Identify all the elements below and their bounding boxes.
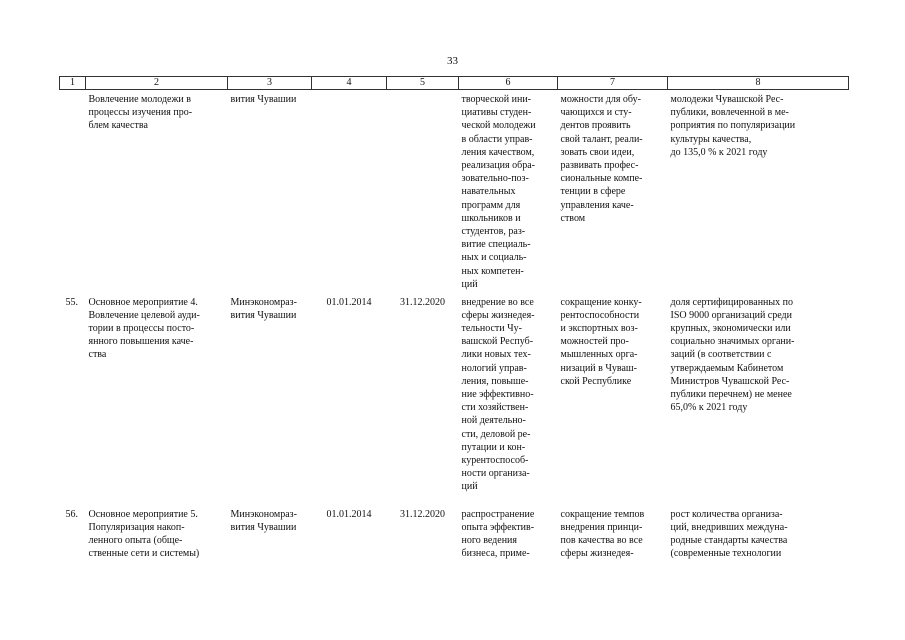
cell-text-line: ISO 9000 организаций среди xyxy=(670,309,792,321)
row-number-cell: 56. xyxy=(65,508,78,520)
indicator-cell xyxy=(668,293,849,505)
cell-text-line: ности организа- xyxy=(461,468,530,480)
cell-text-line: курентоспособ- xyxy=(461,454,529,466)
cell-text-line: сферы жизнедея- xyxy=(560,548,634,560)
cell-text-line: ческой молодежи xyxy=(461,120,536,132)
cell-text-line: Популяризация накоп- xyxy=(88,521,185,533)
cell-text-line: пов качества во все xyxy=(560,534,643,546)
cell-text-line: навательных xyxy=(461,186,516,198)
cell-text-line: ций xyxy=(461,481,478,493)
cell-text-line: сферы жизнедея- xyxy=(461,309,535,321)
cell-text-line: лики новых тех- xyxy=(461,349,531,361)
column-header: 7 xyxy=(558,77,668,90)
cell-text-line: низаций в Чуваш- xyxy=(560,362,637,374)
consequences-cell xyxy=(558,90,668,293)
cell-text-line: и экспортных воз- xyxy=(560,322,638,334)
cell-text-line: сокращение темпов xyxy=(560,508,645,520)
executor-cell xyxy=(228,505,312,585)
cell-text-line: ской Республике xyxy=(560,375,632,387)
cell-text-line: ной деятельно- xyxy=(461,415,526,427)
cell-text-line: дентов проявить xyxy=(560,120,631,132)
cell-text-line: школьников и xyxy=(461,212,521,224)
cell-text-line: ных и социаль- xyxy=(461,252,527,264)
column-header: 8 xyxy=(668,77,849,90)
start-date-cell: 01.01.2014 xyxy=(326,296,372,308)
cell-text-line: циативы студен- xyxy=(461,107,532,119)
column-header: 1 xyxy=(60,77,86,90)
cell-text-line: опыта эффектив- xyxy=(461,521,535,533)
cell-text-line: Минэкономраз- xyxy=(230,508,297,520)
expected-result-cell xyxy=(459,293,558,505)
cell-text-line: зовать свои идеи, xyxy=(560,146,635,158)
column-header: 6 xyxy=(459,77,558,90)
cell-text-line: чающихся и сту- xyxy=(560,107,632,119)
measure-name-cell xyxy=(86,293,228,505)
cell-text-line: вития Чувашии xyxy=(230,521,297,533)
cell-text-line: сти, деловой ре- xyxy=(461,428,531,440)
cell-text-line: доля сертифицированных по xyxy=(670,296,793,308)
cell-text-line: роприятия по популяризации xyxy=(670,120,796,132)
cell-text-line: свой талант, реали- xyxy=(560,133,643,145)
cell-text-line: до 135,0 % к 2021 году xyxy=(670,146,768,158)
column-header: 5 xyxy=(387,77,459,90)
measure-name-cell xyxy=(86,505,228,585)
cell-text-line: тории в процессы посто- xyxy=(88,322,195,334)
cell-text-line: сиональные компе- xyxy=(560,173,643,185)
executor-cell xyxy=(228,293,312,505)
cell-text-line: заций (в соответствии с xyxy=(670,349,772,361)
cell-text-line: тенции в сфере xyxy=(560,186,626,198)
cell-text-line: ством xyxy=(560,212,586,224)
table-row xyxy=(60,90,849,293)
cell-text-line: программ для xyxy=(461,199,521,211)
cell-text-line: сокращение конку- xyxy=(560,296,642,308)
cell-text-line: внедрение во все xyxy=(461,296,534,308)
cell-text-line: распространение xyxy=(461,508,535,520)
end-date-cell: 31.12.2020 xyxy=(400,508,445,520)
cell-text-line: Основное мероприятие 4. xyxy=(88,296,198,308)
cell-text-line: (современные технологии xyxy=(670,548,782,560)
cell-text-line: Основное мероприятие 5. xyxy=(88,508,198,520)
cell-text-line: публики, вовлеченной в ме- xyxy=(670,107,789,119)
cell-text-line: процессы изучения про- xyxy=(88,107,193,119)
cell-text-line: Минэкономраз- xyxy=(230,296,297,308)
cell-text-line: нологий управ- xyxy=(461,362,527,374)
cell-text-line: вития Чувашии xyxy=(230,309,297,321)
cell-text-line: управления каче- xyxy=(560,199,634,211)
cell-text-line: сти хозяйствен- xyxy=(461,402,529,414)
row-number-cell: 55. xyxy=(65,296,78,308)
cell-text-line: ления, повыше- xyxy=(461,375,529,387)
indicator-cell xyxy=(668,90,849,293)
expected-result-cell xyxy=(459,505,558,585)
cell-text-line: ций xyxy=(461,278,478,290)
table-row xyxy=(60,293,849,505)
cell-text-line: ного ведения xyxy=(461,534,518,546)
cell-text-line: 65,0% к 2021 году xyxy=(670,402,748,414)
table-body xyxy=(60,90,849,585)
consequences-cell xyxy=(558,505,668,585)
end-date-cell xyxy=(387,90,459,293)
cell-text-line: утверждаемым Кабинетом xyxy=(670,362,784,374)
cell-text-line: молодежи Чувашской Рес- xyxy=(670,94,784,105)
cell-text-line: ства xyxy=(88,349,107,361)
measure-name-cell xyxy=(86,90,228,293)
cell-text-line: Министров Чувашской Рес- xyxy=(670,375,790,387)
cell-text-line: вития Чувашии xyxy=(230,94,297,105)
cell-text-line: блем качества xyxy=(88,120,148,132)
cell-text-line: публики перечнем) не менее xyxy=(670,388,792,400)
start-date-cell: 01.01.2014 xyxy=(326,508,372,520)
column-header: 3 xyxy=(228,77,312,90)
cell-text-line: вашской Респуб- xyxy=(461,336,534,348)
expected-result-cell xyxy=(459,90,558,293)
cell-text-line: янного повышения каче- xyxy=(88,336,194,348)
cell-text-line: Вовлечение молодежи в xyxy=(88,94,191,105)
column-number-row xyxy=(60,77,849,90)
start-date-cell xyxy=(312,90,387,293)
cell-text-line: ления качеством, xyxy=(461,146,535,158)
cell-text-line: творческой ини- xyxy=(461,94,532,105)
cell-text-line: в области управ- xyxy=(461,133,533,145)
cell-text-line: путации и кон- xyxy=(461,441,526,453)
executor-cell xyxy=(228,90,312,293)
cell-text-line: витие специаль- xyxy=(461,239,531,251)
cell-text-line: мышленных орга- xyxy=(560,349,638,361)
cell-text-line: рост количества организа- xyxy=(670,508,783,520)
cell-text-line: бизнеса, приме- xyxy=(461,548,530,560)
column-header: 2 xyxy=(86,77,228,90)
cell-text-line: ственные сети и системы) xyxy=(88,548,200,560)
cell-text-line: родные стандарты качества xyxy=(670,534,788,546)
end-date-cell: 31.12.2020 xyxy=(400,296,445,308)
column-header: 4 xyxy=(312,77,387,90)
indicator-cell xyxy=(668,505,849,585)
consequences-cell xyxy=(558,293,668,505)
row-number-cell xyxy=(60,90,86,293)
cell-text-line: можности для обу- xyxy=(560,94,641,105)
cell-text-line: зовательно-поз- xyxy=(461,173,529,185)
page-number: 33 xyxy=(447,55,458,67)
cell-text-line: ций, внедривших междуна- xyxy=(670,521,788,533)
cell-text-line: культуры качества, xyxy=(670,133,752,145)
cell-text-line: Вовлечение целевой ауди- xyxy=(88,309,200,321)
cell-text-line: ние эффективно- xyxy=(461,388,534,400)
measures-table xyxy=(59,76,849,585)
cell-text-line: студентов, раз- xyxy=(461,226,526,238)
cell-text-line: тельности Чу- xyxy=(461,322,522,334)
cell-text-line: внедрения принци- xyxy=(560,521,643,533)
cell-text-line: можностей про- xyxy=(560,336,629,348)
cell-text-line: реализация обра- xyxy=(461,160,535,172)
cell-text-line: крупных, экономически или xyxy=(670,322,791,334)
cell-text-line: ленного опыта (обще- xyxy=(88,534,183,546)
cell-text-line: развивать профес- xyxy=(560,160,639,172)
cell-text-line: ных компетен- xyxy=(461,265,524,277)
cell-text-line: социально значимых органи- xyxy=(670,336,795,348)
cell-text-line: рентоспособности xyxy=(560,309,640,321)
table-row xyxy=(60,505,849,585)
